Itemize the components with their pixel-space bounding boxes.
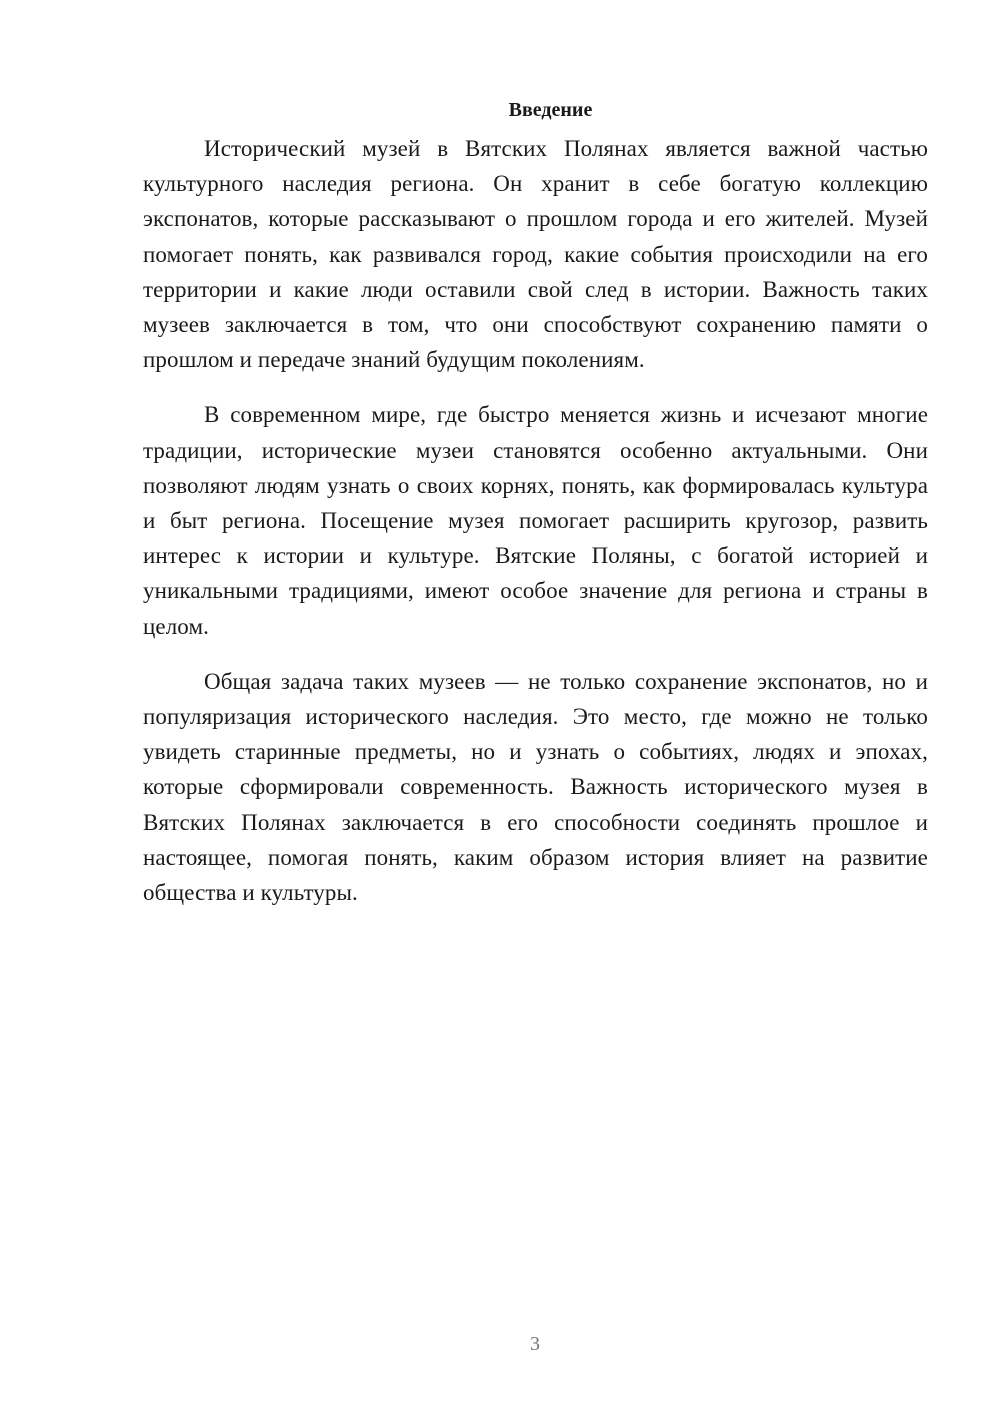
paragraph-3: Общая задача таких музеев — не только сохранение экспонатов, но и популяризация исторического наследия. Это место, где можно не только увидеть старинные предметы, но и узнать о событиях, людях и эпохах, которые сформировали современность. Важность исторического музея в Вятских Полянах заключается в его способности соединять прошлое и настоящее, помогая понять, каким образом история влияет на развитие общества и культуры. bbox=[143, 668, 928, 906]
page-number: 3 bbox=[530, 1333, 540, 1355]
page-content bbox=[143, 95, 928, 930]
paragraph-1: Исторический музей в Вятских Полянах является важной частью культурного наследия региона. Он хранит в себе богатую коллекцию экспонатов, которые рассказывают о прошлом города и его жителей. Музей помогает понять, как развивался город, какие события происходили на его территории и какие люди оставили свой след в истории. Важность таких музеев заключается в том, что они способствуют сохранению памяти о прошлом и передаче знаний будущим поколениям. bbox=[143, 136, 928, 373]
section-heading: Введение bbox=[508, 99, 593, 121]
paragraph-2: В современном мире, где быстро меняется жизнь и исчезают многие традиции, исторические музеи становятся особенно актуальными. Они позволяют людям узнать о своих корнях, понять, как формировалась культура и быт региона. Посещение музея помогает расширить кругозор, развить интерес к истории и культуре. Вятские Поляны, с богатой историей и уникальными традициями, имеют особое значение для региона и страны в целом. bbox=[143, 402, 928, 639]
